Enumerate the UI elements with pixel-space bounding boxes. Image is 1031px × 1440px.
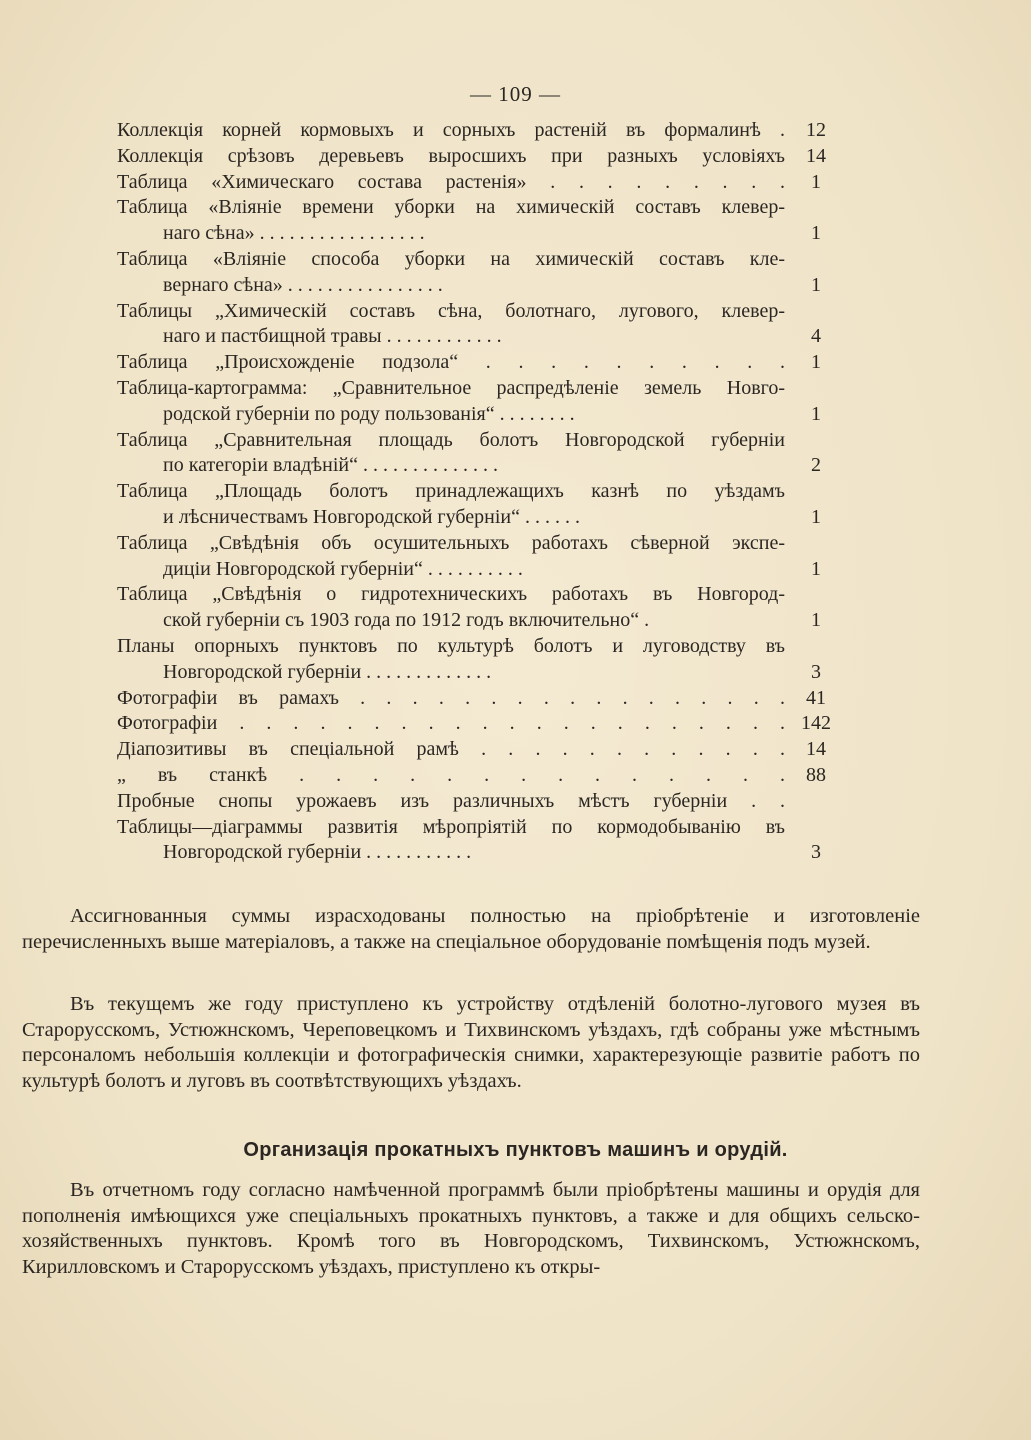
inventory-item-text: Фотографіи . . . . . . . . . . . . . . . . . . . . . bbox=[117, 712, 785, 735]
inventory-item-text-continued: и лѣсничествамъ Новгородской губерніи“ . . . . . . bbox=[163, 505, 580, 528]
inventory-item-text: Таблица «Вліяніе времени уборки на химическій составъ клевер- bbox=[117, 196, 785, 219]
inventory-item bbox=[117, 428, 842, 480]
inventory-item bbox=[117, 634, 842, 686]
inventory-item bbox=[117, 789, 842, 815]
inventory-item-quantity: 1 bbox=[811, 609, 821, 632]
inventory-item-text-continued: ской губерніи съ 1903 года по 1912 годъ включительно“ . bbox=[163, 609, 650, 632]
inventory-item bbox=[117, 376, 842, 428]
inventory-item-text-continued: по категоріи владѣній“ . . . . . . . . . . . . . . bbox=[163, 454, 498, 477]
inventory-item-text-continued: родской губерніи по роду пользованія“ . . . . . . . . bbox=[163, 402, 575, 425]
inventory-item bbox=[117, 815, 842, 867]
inventory-item bbox=[117, 686, 842, 712]
inventory-item-quantity: 41 bbox=[806, 686, 826, 709]
inventory-item-text: Таблица «Химическаго состава растенія» . . . . . . . . . bbox=[117, 170, 785, 193]
inventory-item bbox=[117, 195, 842, 247]
inventory-item-quantity: 1 bbox=[811, 273, 821, 296]
inventory-item bbox=[117, 170, 842, 196]
inventory-list bbox=[117, 118, 842, 866]
inventory-item-quantity: 1 bbox=[811, 402, 821, 425]
inventory-item-quantity: 1 bbox=[811, 170, 821, 193]
inventory-item-text: Таблица-картограмма: „Сравнительное распредѣленіе земель Новго- bbox=[117, 376, 785, 399]
inventory-item-text: Таблица „Сравнительная площадь болотъ Новгородской губерніи bbox=[117, 428, 785, 451]
inventory-item-text-continued: диціи Новгородской губерніи“ . . . . . . . . . . bbox=[163, 557, 523, 580]
inventory-item bbox=[117, 144, 842, 170]
inventory-item-text: Таблицы „Химическій составъ сѣна, болотнаго, лугового, клевер- bbox=[117, 299, 785, 322]
inventory-item-text: Планы опорныхъ пунктовъ по культурѣ болотъ и луговодству въ bbox=[117, 634, 785, 657]
inventory-item-text: Таблица «Вліяніе способа уборки на химическій составъ кле- bbox=[117, 247, 785, 270]
inventory-item-quantity: 3 bbox=[811, 660, 821, 683]
inventory-item-text-continued: Новгородской губерніи . . . . . . . . . . . . . bbox=[163, 660, 492, 683]
inventory-item-text: Діапозитивы въ спеціальной рамѣ . . . . . . . . . . . . bbox=[117, 738, 785, 761]
inventory-item-quantity: 4 bbox=[811, 325, 821, 348]
inventory-item-quantity: 88 bbox=[806, 763, 826, 786]
inventory-item bbox=[117, 531, 842, 583]
inventory-item-quantity: 2 bbox=[811, 454, 821, 477]
inventory-item-text-continued: вернаго сѣна» . . . . . . . . . . . . . . . . bbox=[163, 273, 443, 296]
inventory-item bbox=[117, 737, 842, 763]
inventory-item-text: Таблица „Происхожденіе подзола“ . . . . . . . . . . bbox=[117, 351, 785, 374]
inventory-item-text: Таблица „Площадь болотъ принадлежащихъ казнѣ по уѣздамъ bbox=[117, 480, 785, 503]
inventory-item-text: Таблица „Свѣдѣнія о гидротехническихъ работахъ въ Новгород- bbox=[117, 583, 785, 606]
inventory-item-text: Коллекція срѣзовъ деревьевъ выросшихъ при разныхъ условіяхъ bbox=[117, 144, 785, 167]
section-heading: Организація прокатныхъ пунктовъ машинъ и орудій. bbox=[243, 1139, 788, 1161]
inventory-item-text: Фотографіи въ рамахъ . . . . . . . . . . . . . . . . . bbox=[117, 686, 785, 709]
inventory-item bbox=[117, 479, 842, 531]
inventory-item bbox=[117, 118, 842, 144]
inventory-item-quantity: 12 bbox=[806, 119, 826, 141]
inventory-item-text: „ въ станкѣ . . . . . . . . . . . . . . bbox=[117, 763, 785, 786]
inventory-item-text-continued: Новгородской губерніи . . . . . . . . . . . bbox=[163, 841, 472, 864]
inventory-item bbox=[117, 711, 842, 737]
inventory-item bbox=[117, 247, 842, 299]
paragraph-museum-branches: Въ текущемъ же году приступлено къ устройству отдѣленій болотно-лугового музея въ Старорусскомъ, Устюжнскомъ, Череповецкомъ и Тихвинскомъ уѣздахъ, гдѣ собраны уже мѣстнымъ персоналомъ небольшія коллекціи и фотографическія снимки, характерезующіе развитіе работъ по культурѣ болотъ и луговъ въ соотвѣтствующихъ уѣздахъ. bbox=[22, 993, 920, 1092]
inventory-item-quantity: 14 bbox=[806, 144, 826, 167]
inventory-item-text: Пробные снопы урожаевъ изъ различныхъ мѣстъ губерніи . . bbox=[117, 789, 785, 812]
inventory-item-quantity: 1 bbox=[811, 351, 821, 374]
inventory-item-quantity: 1 bbox=[811, 557, 821, 580]
inventory-item-quantity: 1 bbox=[811, 222, 821, 245]
inventory-item-quantity: 14 bbox=[806, 738, 826, 761]
inventory-item bbox=[117, 299, 842, 351]
inventory-item-text-continued: наго и пастбищной травы . . . . . . . . . . . . bbox=[163, 325, 502, 348]
inventory-item-quantity: 142 bbox=[801, 712, 831, 735]
inventory-item-text: Таблицы—діаграммы развитія мѣропріятій по кормодобыванію въ bbox=[117, 815, 785, 838]
inventory-item-text-continued: наго сѣна» . . . . . . . . . . . . . . . . . bbox=[163, 222, 425, 245]
page-number: — 109 — bbox=[470, 82, 561, 106]
paragraph-assigned-sums: Ассигнованныя суммы израсходованы полностью на пріобрѣтеніе и изготовленіе перечисленныхъ выше матеріаловъ, а также на спеціальное оборудованіе помѣщенія подъ музей. bbox=[22, 905, 920, 953]
paragraph-rental-points: Въ отчетномъ году согласно намѣченной программѣ были пріобрѣтены машины и орудія для пополненія имѣющихся уже спеціальныхъ прокатныхъ пунктовъ, а также и для общихъ сельско-хозяйственныхъ пунктовъ. Кромѣ того въ Новгородскомъ, Тихвинскомъ, Устюжнскомъ, Кирилловскомъ и Старорусскомъ уѣздахъ, приступлено къ откры- bbox=[22, 1179, 920, 1278]
inventory-item bbox=[117, 763, 842, 789]
inventory-item-quantity: 1 bbox=[811, 505, 821, 528]
inventory-item bbox=[117, 582, 842, 634]
inventory-item-quantity: 3 bbox=[811, 841, 821, 864]
inventory-item bbox=[117, 350, 842, 376]
inventory-item-text: Коллекція корней кормовыхъ и сорныхъ растеній въ формалинѣ . bbox=[117, 119, 785, 141]
inventory-item-text: Таблица „Свѣдѣнія объ осушительныхъ работахъ сѣверной экспе- bbox=[117, 531, 785, 554]
